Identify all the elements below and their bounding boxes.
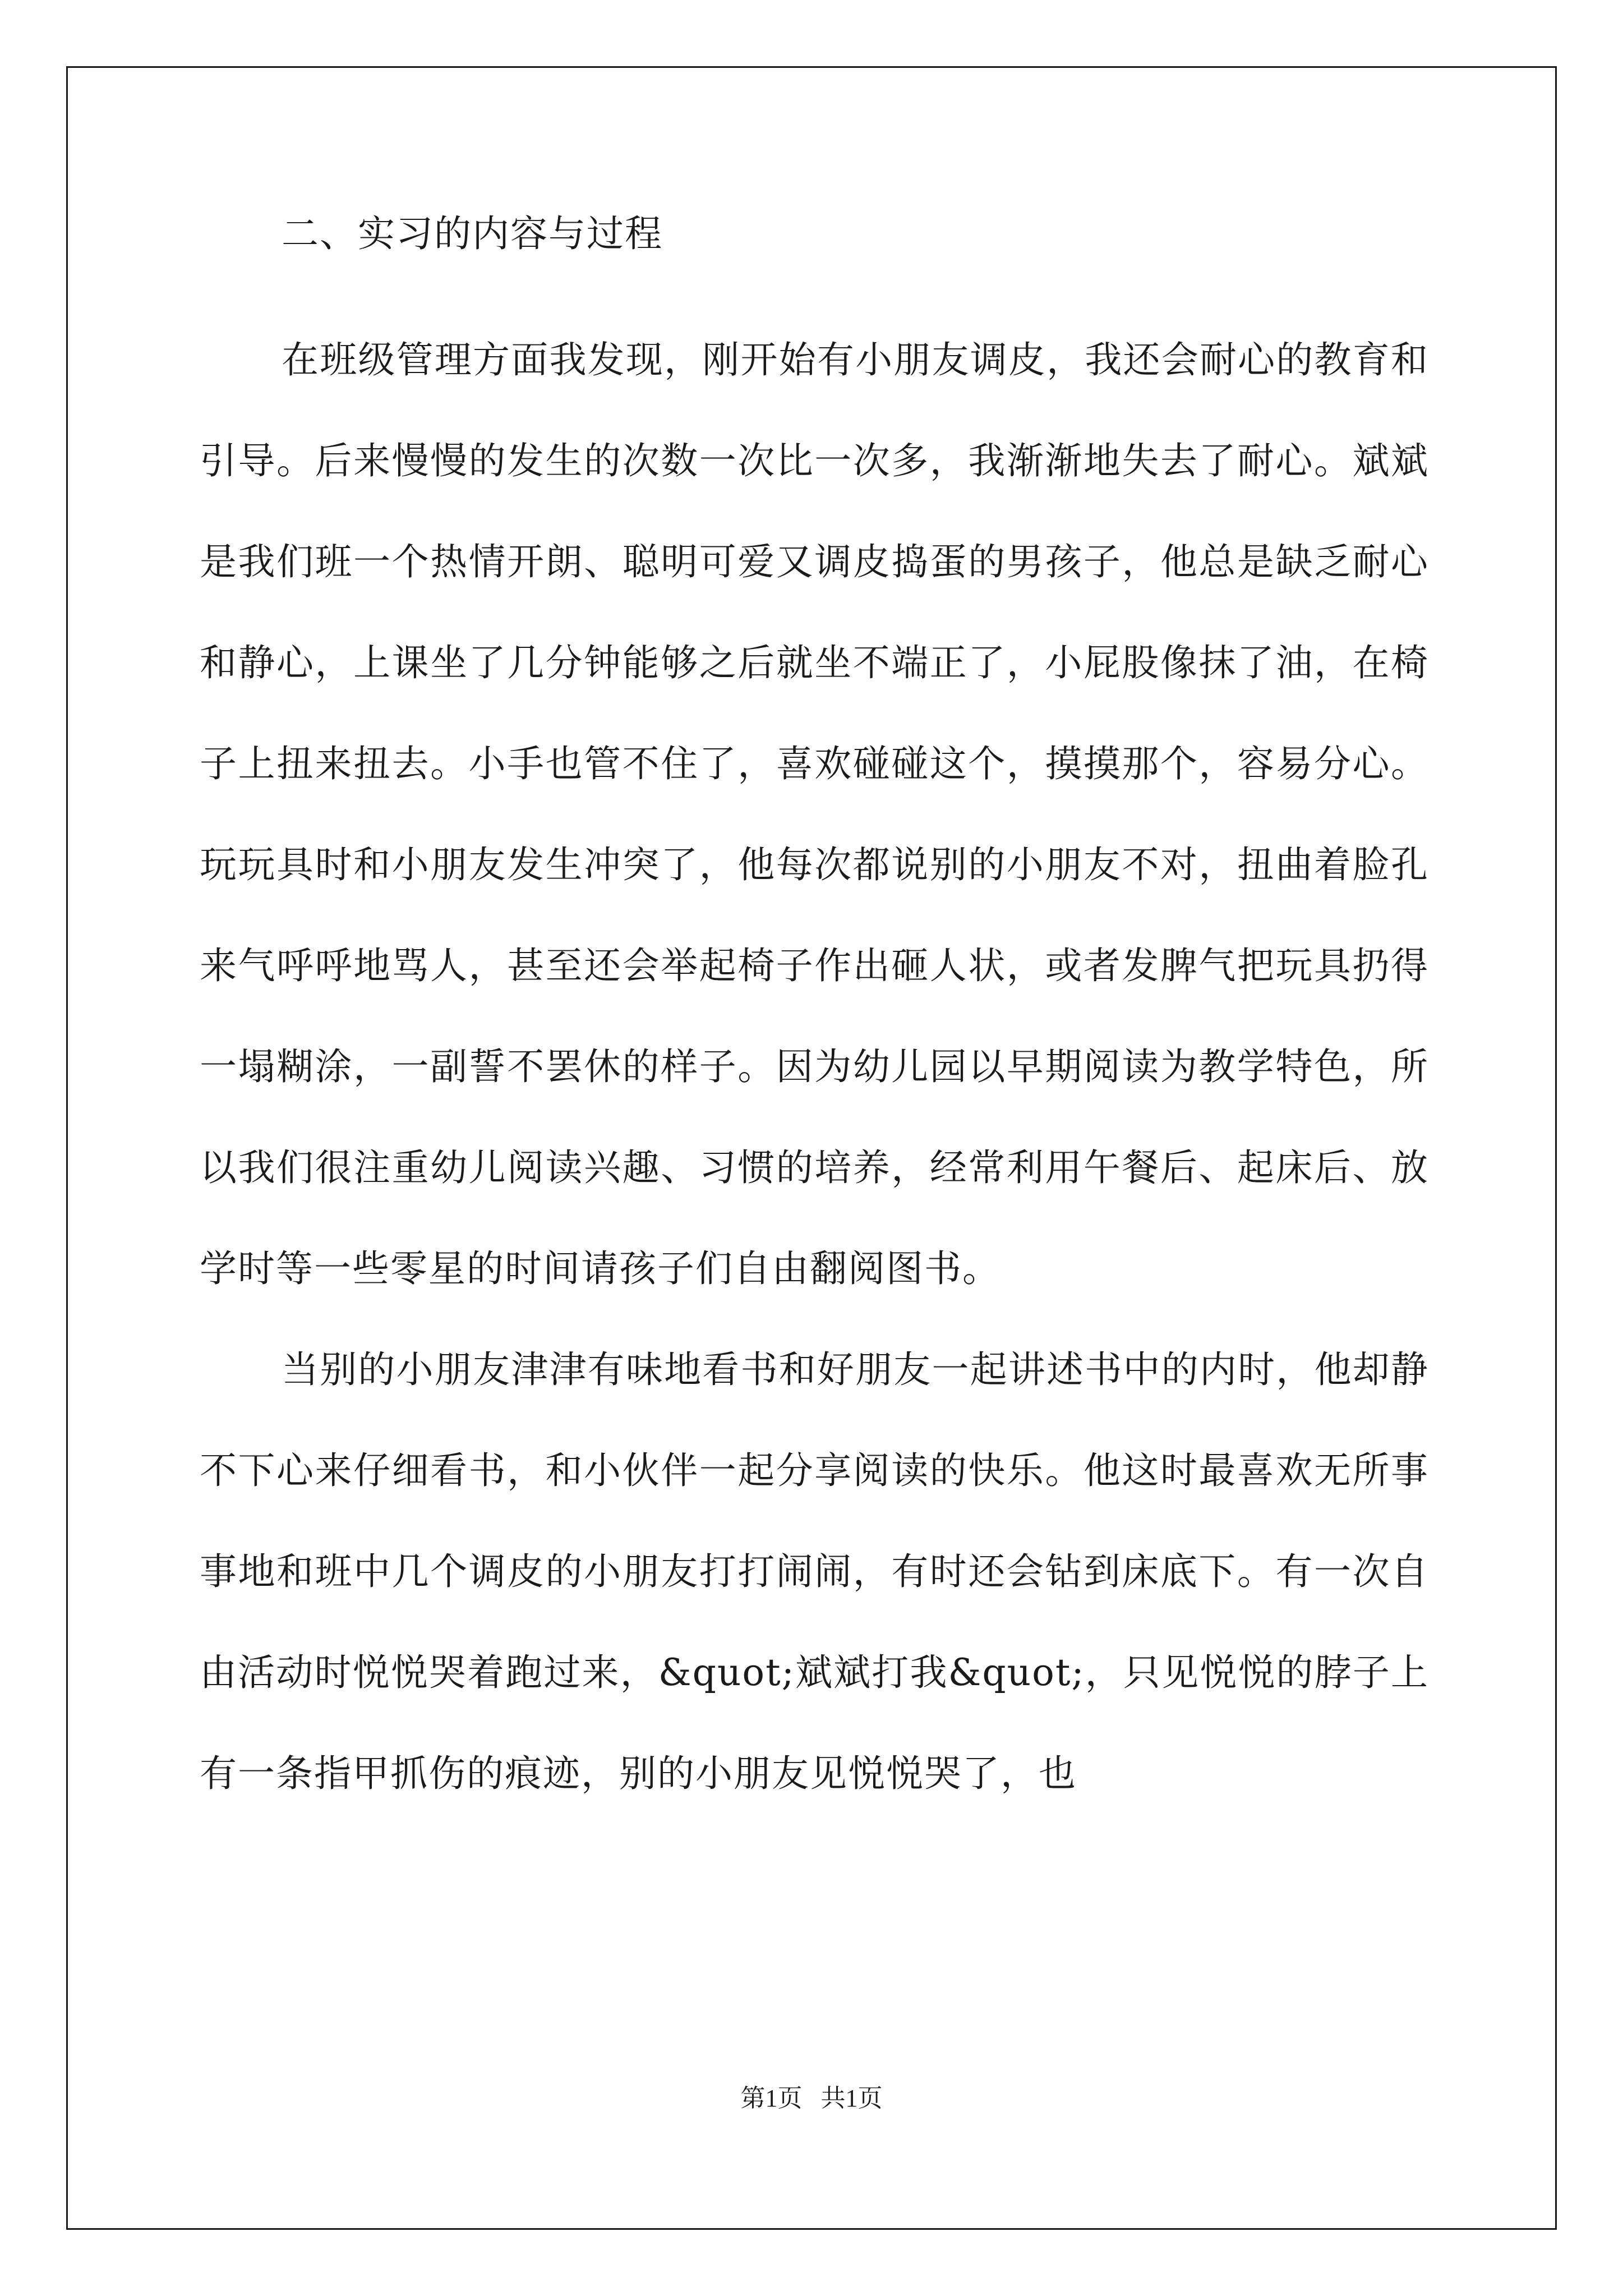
paragraph-1: 在班级管理方面我发现，刚开始有小朋友调皮，我还会耐心的教育和引导。后来慢慢的发生的次数一次比一次多，我渐渐地失去了耐心。斌斌是我们班一个热情开朗、聪明可爱又调皮捣蛋的男孩子，他总是缺乏耐心和静心，上课坐了几分钟能够之后就坐不端正了，小屁股像抹了油，在椅子上扭来扭去。小手也管不住了，喜欢碰碰这个，摸摸那个，容易分心。玩玩具时和小朋友发生冲突了，他每次都说别的小朋友不对，扭曲着脸孔来气呼呼地骂人，甚至还会举起椅子作出砸人状，或者发脾气把玩具扔得一塌糊涂，一副誓不罢休的样子。因为幼儿园以早期阅读为教学特色，所以我们很注重幼儿阅读兴趣、习惯的培养，经常利用午餐后、起床后、放学时等一些零星的时间请孩子们自由翻阅图书。 — [200, 338, 1429, 1290]
page-footer: 第1页 共1页 — [740, 2085, 883, 2112]
paragraph-2: 当别的小朋友津津有味地看书和好朋友一起讲述书中的内时，他却静不下心来仔细看书，和小伙伴一起分享阅读的快乐。他这时最喜欢无所事事地和班中几个调皮的小朋友打打闹闹，有时还会钻到床底下。有一次自由活动时悦悦哭着跑过来，&quot;斌斌打我&quot;，只见悦悦的脖子上有一条指甲抓伤的痕迹，别的小朋友见悦悦哭了，也 — [200, 1348, 1429, 1795]
document-body — [200, 209, 1429, 1824]
section-heading: 二、实习的内容与过程 — [282, 212, 663, 255]
